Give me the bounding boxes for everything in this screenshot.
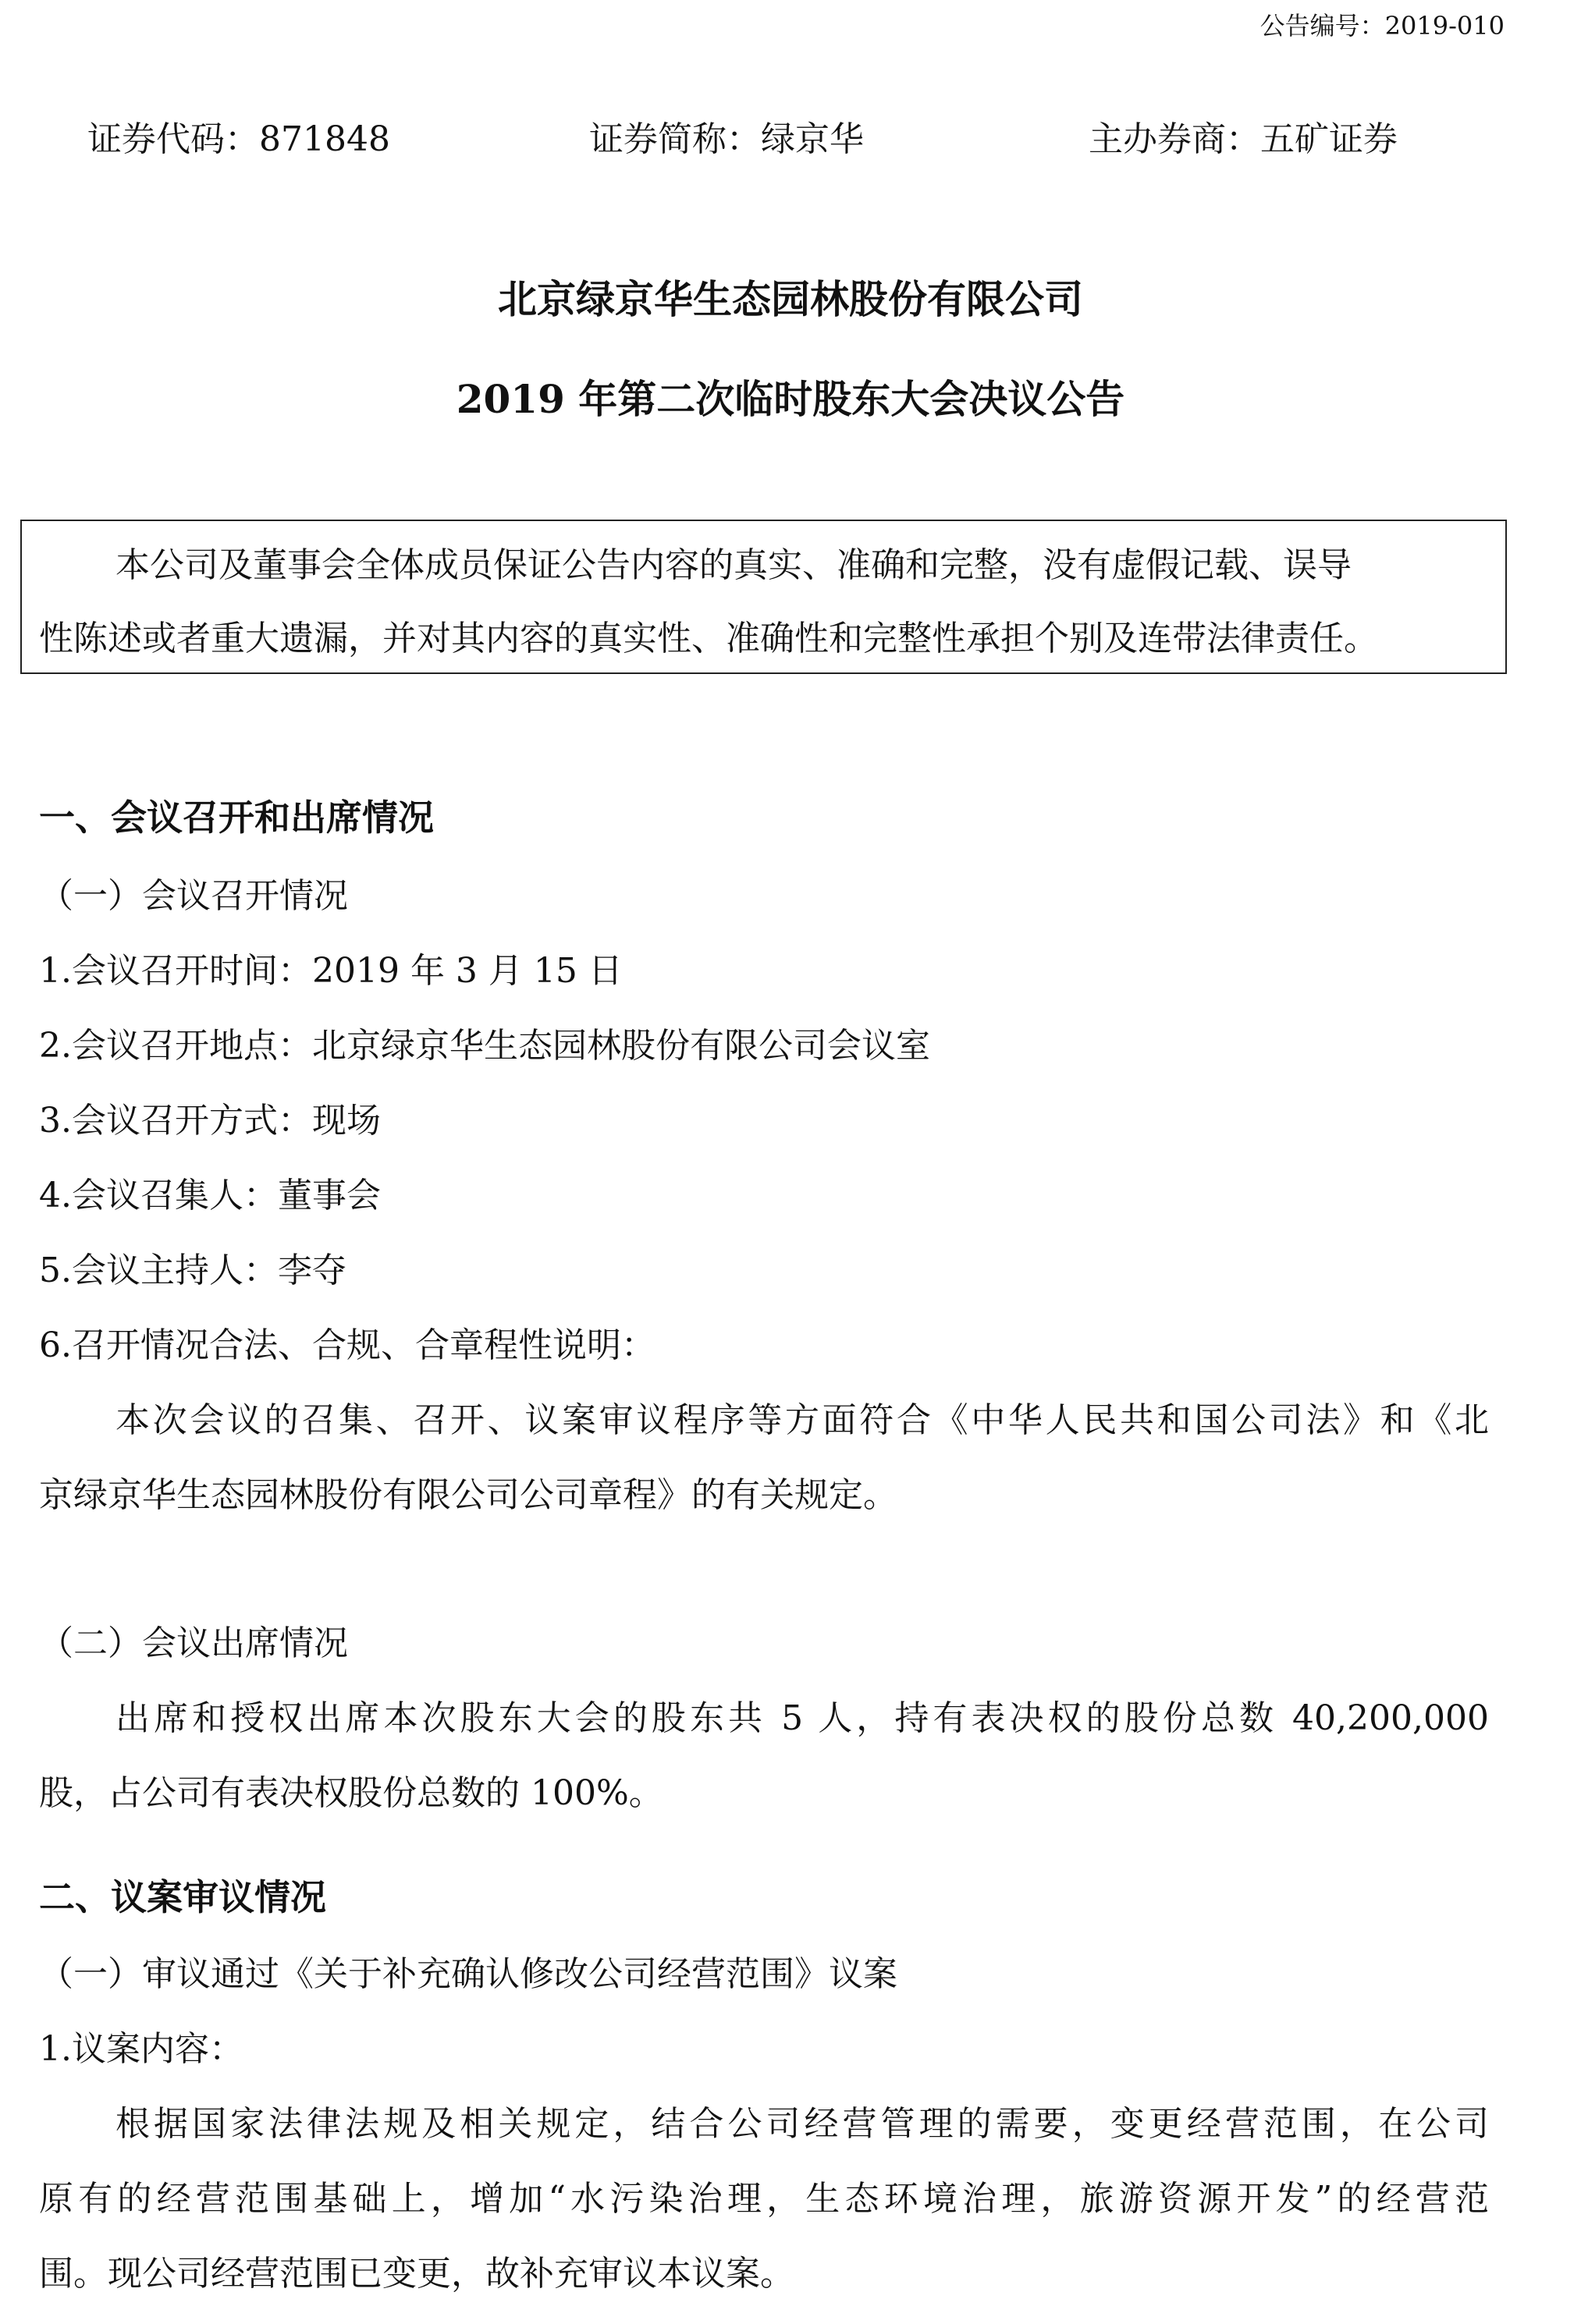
section-1-heading: 一、会议召开和出席情况 xyxy=(39,797,434,839)
attendance-line-1: 出席和授权出席本次股东大会的股东共 5 人，持有表决权的股份总数 40,200,000 xyxy=(115,1698,1489,1738)
securities-code: 证券代码：871848 xyxy=(87,119,390,159)
proposal-content-line-3: 围。现公司经营范围已变更，故补充审议本议案。 xyxy=(39,2254,794,2294)
meeting-time: 1.会议召开时间：2019 年 3 月 15 日 xyxy=(39,951,623,991)
compliance-line-2: 京绿京华生态园林股份有限公司公司章程》的有关规定。 xyxy=(39,1475,897,1515)
proposal-content-line-2: 原有的经营范围基础上，增加“水污染治理，生态环境治理，旅游资源开发”的经营范 xyxy=(39,2179,1489,2219)
attendance-line-2: 股，占公司有表决权股份总数的 100%。 xyxy=(39,1773,663,1813)
meeting-convener: 4.会议召集人：董事会 xyxy=(39,1176,381,1215)
responsibility-notice-box xyxy=(20,520,1507,674)
company-title: 北京绿京华生态园林股份有限公司 xyxy=(498,276,1083,322)
meeting-method: 3.会议召开方式：现场 xyxy=(39,1101,381,1141)
announcement-number: 公告编号：2019-010 xyxy=(1259,11,1505,41)
section-2-heading: 二、议案审议情况 xyxy=(39,1876,326,1918)
securities-short-name: 证券简称：绿京华 xyxy=(589,119,864,159)
sponsor-broker: 主办券商：五矿证券 xyxy=(1089,119,1398,159)
meeting-location: 2.会议召开地点：北京绿京华生态园林股份有限公司会议室 xyxy=(39,1026,930,1066)
compliance-statement-label: 6.召开情况合法、合规、合章程性说明： xyxy=(39,1325,655,1365)
proposal-content-line-1: 根据国家法律法规及相关规定，结合公司经营管理的需要，变更经营范围，在公司 xyxy=(115,2104,1489,2144)
section-1-sub-2: （二）会议出席情况 xyxy=(39,1623,348,1663)
section-1-sub-1: （一）会议召开情况 xyxy=(39,876,348,916)
proposal-content-label: 1.议案内容： xyxy=(39,2029,243,2069)
notice-line-1: 本公司及董事会全体成员保证公告内容的真实、准确和完整，没有虚假记载、误导 xyxy=(115,545,1352,585)
meeting-host: 5.会议主持人：李夺 xyxy=(39,1251,346,1290)
section-2-sub-1: （一）审议通过《关于补充确认修改公司经营范围》议案 xyxy=(39,1954,897,1994)
announcement-title: 2019 年第二次临时股东大会决议公告 xyxy=(456,376,1125,422)
notice-line-2: 性陈述或者重大遗漏，并对其内容的真实性、准确性和完整性承担个别及连带法律责任。 xyxy=(39,619,1378,658)
compliance-line-1: 本次会议的召集、召开、议案审议程序等方面符合《中华人民共和国公司法》和《北 xyxy=(115,1400,1489,1440)
